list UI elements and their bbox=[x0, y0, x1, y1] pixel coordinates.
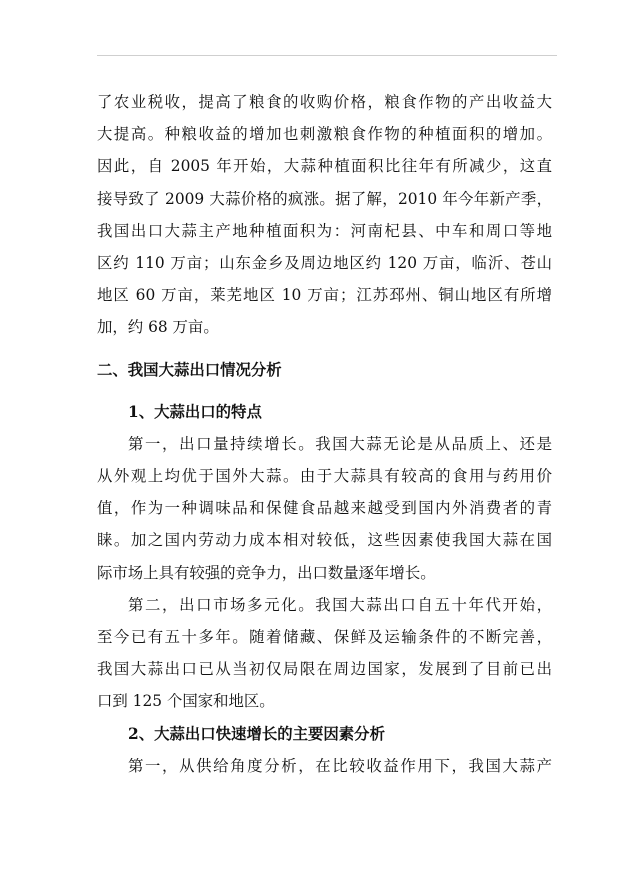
text-line: 因此，自 2005 年开始，大蒜种植面积比往年有所减少，这直 bbox=[97, 157, 552, 176]
document-body bbox=[97, 86, 552, 782]
text-line: 加，约 68 万亩。 bbox=[97, 318, 219, 337]
subsection-heading-factors: 2、大蒜出口快速增长的主要因素分析 bbox=[128, 724, 385, 743]
text-line: 第一，出口量持续增长。我国大蒜无论是从品质上、还是 bbox=[128, 434, 552, 453]
subsection-heading-features: 1、大蒜出口的特点 bbox=[128, 402, 262, 421]
paragraph-market-diversification bbox=[97, 589, 552, 718]
text-line: 区约 110 万亩；山东金乡及周边地区约 120 万亩，临沂、苍山 bbox=[97, 253, 552, 272]
text-line: 接导致了 2009 大蒜价格的疯涨。据了解，2010 年今年新产季， bbox=[97, 189, 552, 208]
header-rule bbox=[97, 55, 557, 56]
text-line: 大提高。种粮收益的增加也刺激粮食作物的种植面积的增加。 bbox=[97, 125, 552, 144]
text-line: 了农业税收，提高了粮食的收购价格，粮食作物的产出收益大 bbox=[97, 93, 552, 111]
text-line: 睐。加之国内劳动力成本相对较低，这些因素使我国大蒜在国 bbox=[97, 531, 552, 550]
paragraph-export-growth bbox=[97, 428, 552, 589]
text-line: 地区 60 万亩，莱芜地区 10 万亩；江苏邳州、铜山地区有所增 bbox=[97, 286, 552, 305]
text-line: 第一，从供给角度分析，在比较收益作用下，我国大蒜产 bbox=[128, 756, 552, 775]
text-line: 值，作为一种调味品和保健食品越来越受到国内外消费者的青 bbox=[97, 499, 552, 518]
text-line: 至今已有五十多年。随着储藏、保鲜及运输条件的不断完善， bbox=[97, 628, 552, 646]
text-line: 我国出口大蒜主产地种植面积为：河南杞县、中车和周口等地 bbox=[97, 221, 552, 240]
text-line: 际市场上具有较强的竞争力，出口数量逐年增长。 bbox=[97, 563, 436, 582]
text-line: 从外观上均优于国外大蒜。由于大蒜具有较高的食用与药用价 bbox=[97, 467, 552, 486]
text-line: 口到 125 个国家和地区。 bbox=[97, 692, 275, 711]
text-line: 我国大蒜出口已从当初仅局限在周边国家，发展到了目前已出 bbox=[97, 660, 552, 679]
section-heading: 二、我国大蒜出口情况分析 bbox=[97, 360, 282, 379]
paragraph-planting-area bbox=[97, 86, 552, 344]
paragraph-supply-analysis bbox=[97, 750, 552, 782]
text-line: 第二，出口市场多元化。我国大蒜出口自五十年代开始， bbox=[128, 595, 552, 614]
